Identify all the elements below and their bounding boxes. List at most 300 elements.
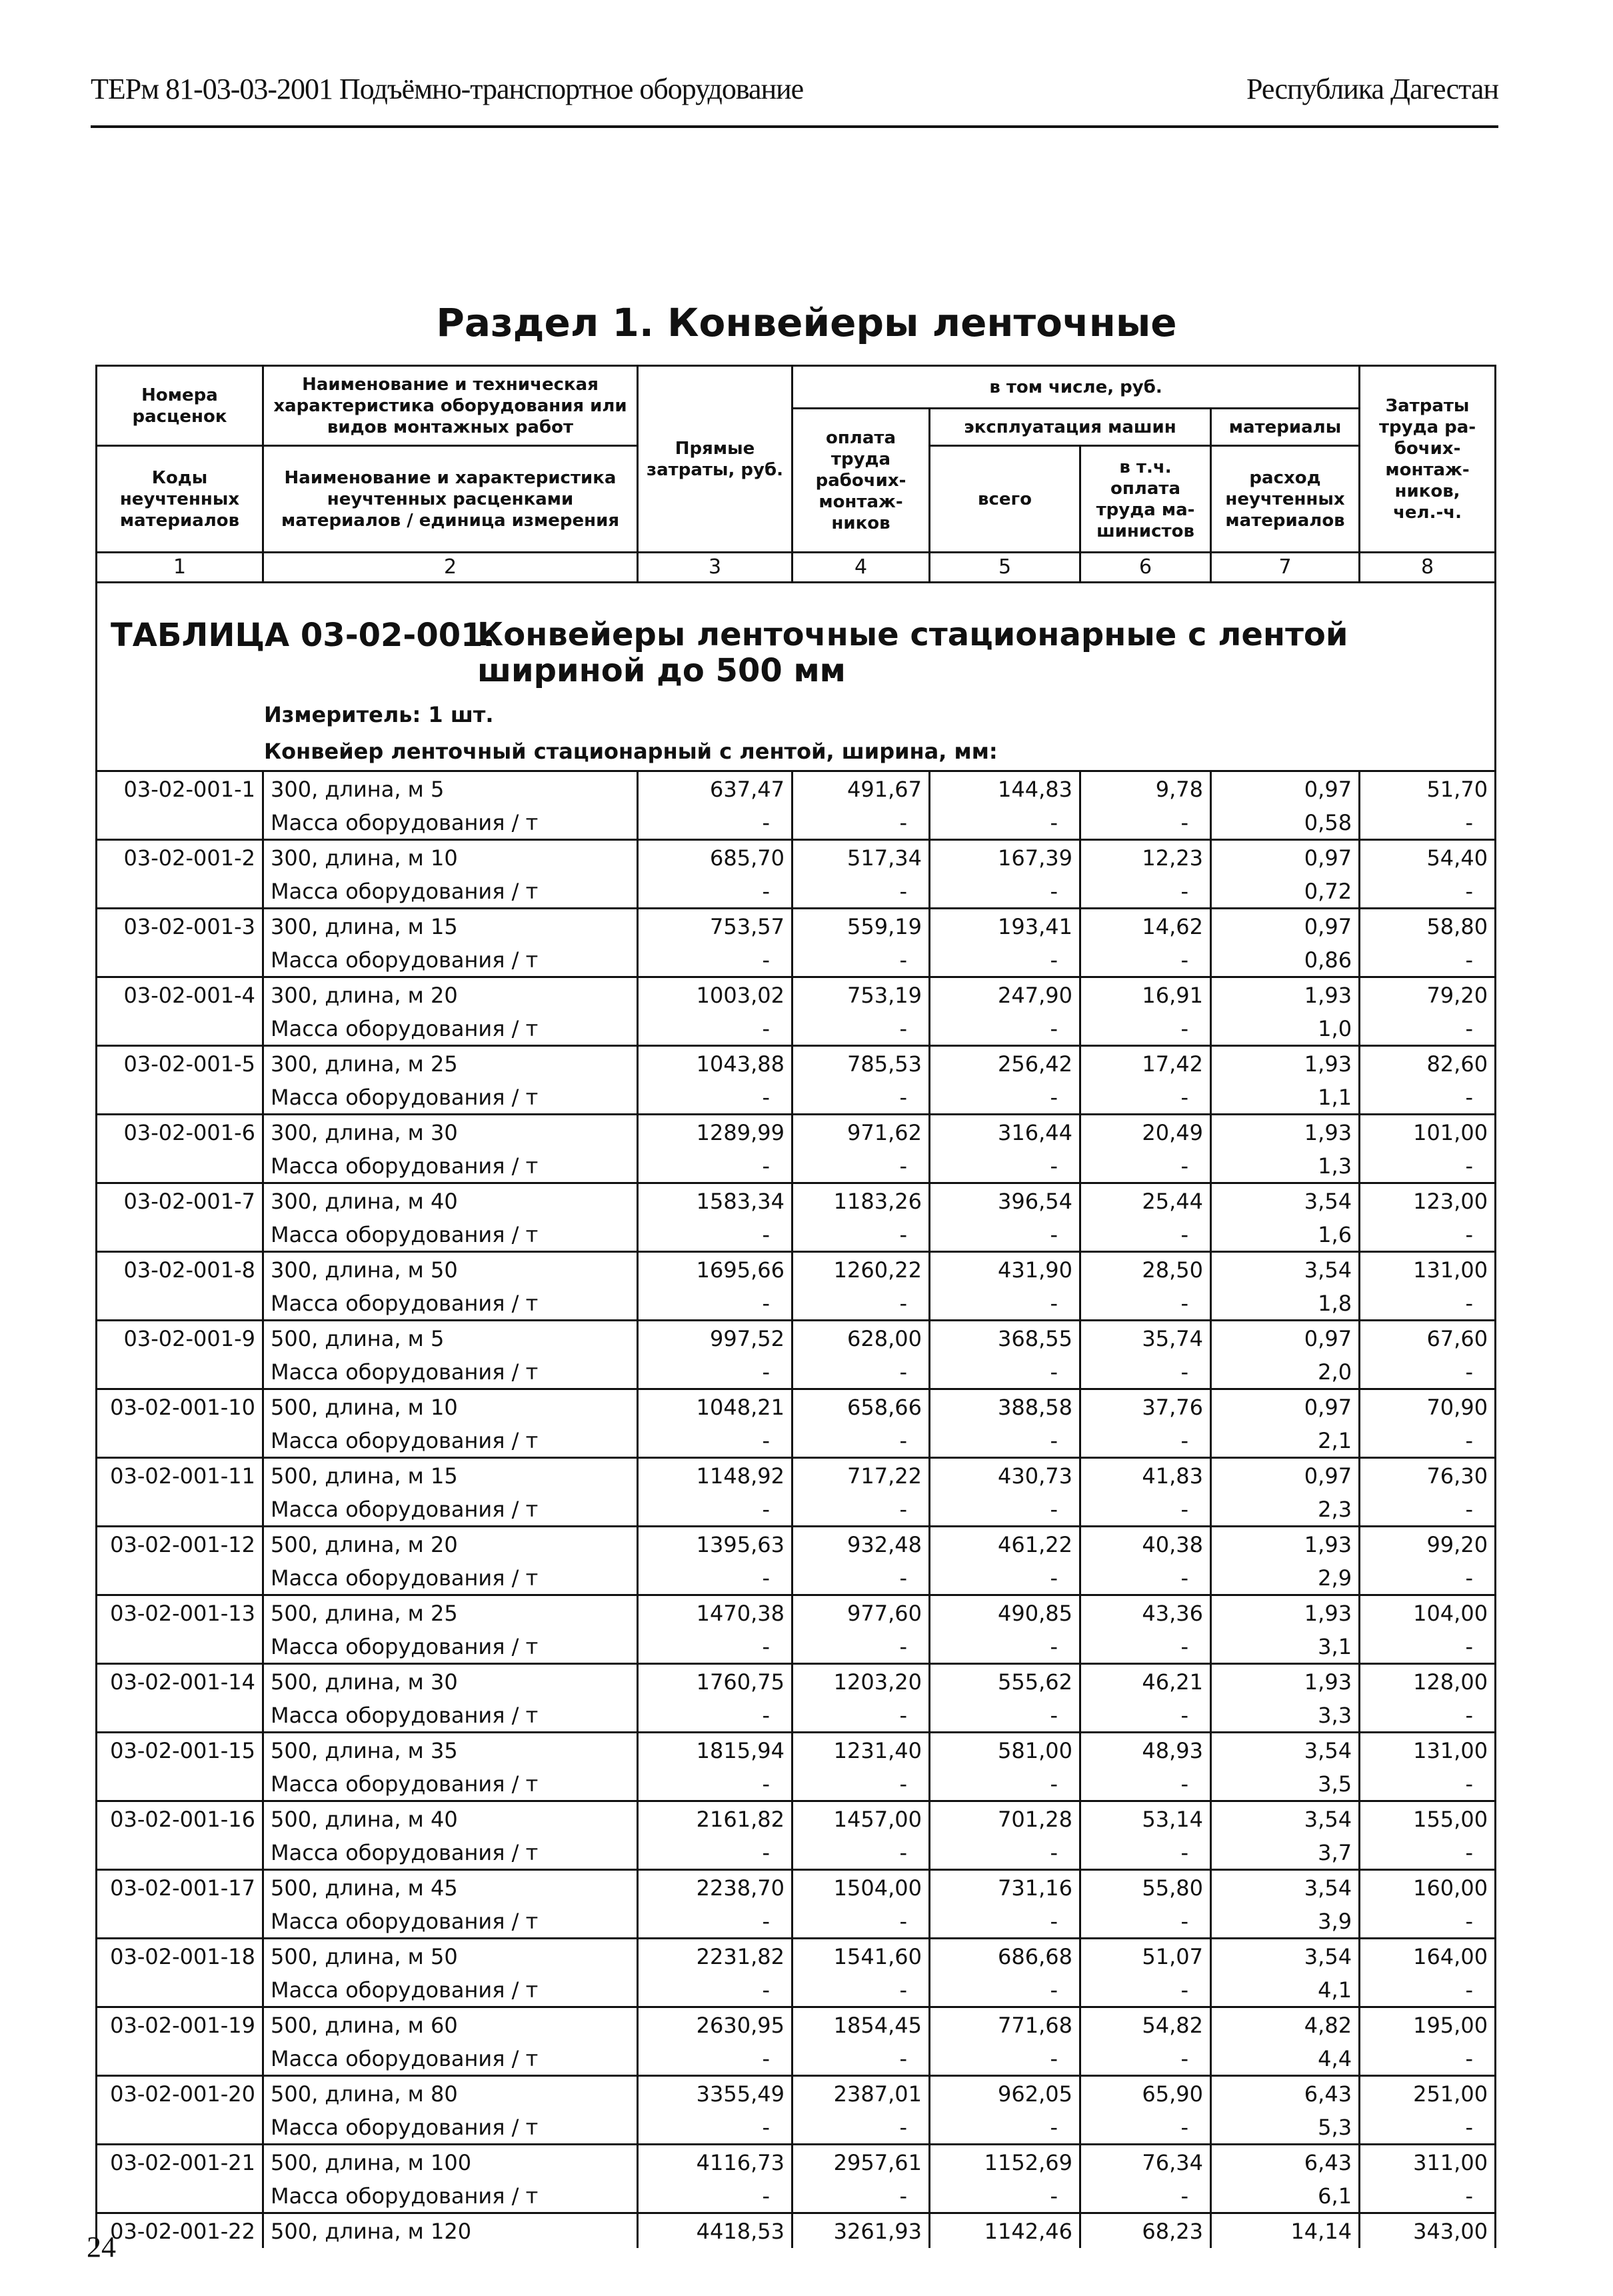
table-row-mass	[97, 1836, 1496, 1870]
table-row-mass	[97, 943, 1496, 977]
cell-direct-costs: 637,47	[638, 771, 793, 807]
cell-mass-code-empty	[97, 943, 263, 977]
cell-equipment-mass: 3,7	[1211, 1836, 1360, 1870]
cell-work-name: 500, длина, м 100	[263, 2145, 638, 2180]
cell-dash: -	[793, 806, 930, 840]
page-number: 24	[87, 2231, 116, 2263]
cell-materials: 0,97	[1211, 1321, 1360, 1356]
cell-materials: 3,54	[1211, 1801, 1360, 1837]
table-row-mass	[97, 1630, 1496, 1664]
cell-mass-code-empty	[97, 1355, 263, 1389]
cell-labor-hours: 104,00	[1360, 1595, 1496, 1631]
rates-table	[95, 365, 1496, 2248]
table-row-mass	[97, 875, 1496, 909]
header-document-code: ТЕРм 81-03-03-2001 Подъёмно-транспортное оборудование	[91, 73, 804, 105]
cell-worker-wages: 2957,61	[793, 2145, 930, 2180]
cell-labor-hours: 79,20	[1360, 977, 1496, 1013]
cell-labor-hours: 70,90	[1360, 1389, 1496, 1425]
table-row	[97, 2213, 1496, 2249]
cell-work-name: 500, длина, м 5	[263, 1321, 638, 1356]
cell-worker-wages: 1541,60	[793, 1939, 930, 1974]
cell-work-name: 500, длина, м 45	[263, 1870, 638, 1905]
cell-dash: -	[930, 1424, 1080, 1458]
cell-rate-code: 03-02-001-21	[97, 2145, 263, 2180]
table-row	[97, 2007, 1496, 2043]
cell-dash: -	[1080, 1287, 1211, 1321]
cell-dash: -	[1080, 2042, 1211, 2076]
cell-machinist-wages: 68,23	[1080, 2213, 1211, 2249]
cell-direct-costs: 1148,92	[638, 1458, 793, 1493]
cell-machinist-wages: 43,36	[1080, 1595, 1211, 1631]
cell-dash: -	[793, 943, 930, 977]
col-worker-wages: оплата труда рабочих-монтаж-ников	[793, 409, 930, 553]
cell-machinist-wages: 40,38	[1080, 1527, 1211, 1562]
cell-work-name: 500, длина, м 25	[263, 1595, 638, 1631]
cell-work-name: 500, длина, м 20	[263, 1527, 638, 1562]
cell-direct-costs: 1289,99	[638, 1115, 793, 1150]
cell-materials: 6,43	[1211, 2145, 1360, 2180]
cell-dash: -	[930, 1012, 1080, 1046]
cell-direct-costs: 753,57	[638, 909, 793, 944]
cell-direct-costs: 2238,70	[638, 1870, 793, 1905]
cell-dash: -	[638, 1561, 793, 1595]
cell-labor-hours: 251,00	[1360, 2076, 1496, 2111]
cell-labor-hours: 311,00	[1360, 2145, 1496, 2180]
cell-labor-hours: 164,00	[1360, 1939, 1496, 1974]
cell-machine-total: 490,85	[930, 1595, 1080, 1631]
cell-machine-total: 431,90	[930, 1252, 1080, 1287]
cell-work-name: 300, длина, м 50	[263, 1252, 638, 1287]
cell-mass-label: Масса оборудования / т	[263, 1630, 638, 1664]
cell-dash: -	[793, 875, 930, 909]
cell-dash: -	[793, 1767, 930, 1801]
cell-mass-code-empty	[97, 1767, 263, 1801]
col-material-consumption: расход неучтенных материалов	[1211, 446, 1360, 553]
cell-machine-total: 316,44	[930, 1115, 1080, 1150]
cell-machinist-wages: 41,83	[1080, 1458, 1211, 1493]
cell-work-name: 300, длина, м 30	[263, 1115, 638, 1150]
cell-worker-wages: 2387,01	[793, 2076, 930, 2111]
table-row	[97, 1939, 1496, 1974]
cell-labor-hours: 343,00	[1360, 2213, 1496, 2249]
cell-rate-code: 03-02-001-3	[97, 909, 263, 944]
cell-dash: -	[930, 1905, 1080, 1939]
cell-dash: -	[1360, 1699, 1496, 1733]
cell-dash: -	[930, 2111, 1080, 2145]
table-head	[97, 366, 1496, 583]
cell-mass-label: Масса оборудования / т	[263, 2179, 638, 2213]
cell-dash: -	[638, 1973, 793, 2007]
cell-dash: -	[793, 1218, 930, 1252]
cell-equipment-mass: 2,3	[1211, 1493, 1360, 1527]
cell-rate-code: 03-02-001-8	[97, 1252, 263, 1287]
column-index-row	[97, 553, 1496, 583]
cell-machine-total: 555,62	[930, 1664, 1080, 1699]
cell-mass-label: Масса оборудования / т	[263, 806, 638, 840]
cell-machinist-wages: 54,82	[1080, 2007, 1211, 2043]
cell-dash: -	[1080, 1973, 1211, 2007]
cell-mass-code-empty	[97, 2111, 263, 2145]
cell-dash: -	[793, 1424, 930, 1458]
cell-worker-wages: 1260,22	[793, 1252, 930, 1287]
cell-mass-code-empty	[97, 1149, 263, 1183]
cell-mass-code-empty	[97, 806, 263, 840]
table-row-mass	[97, 1767, 1496, 1801]
cell-work-name: 300, длина, м 10	[263, 840, 638, 875]
cell-mass-code-empty	[97, 1287, 263, 1321]
cell-dash: -	[1360, 875, 1496, 909]
cell-machine-total: 167,39	[930, 840, 1080, 875]
table-row	[97, 977, 1496, 1013]
cell-machinist-wages: 25,44	[1080, 1183, 1211, 1219]
col-index: 8	[1360, 553, 1496, 583]
cell-mass-label: Масса оборудования / т	[263, 1493, 638, 1527]
cell-dash: -	[793, 1149, 930, 1183]
cell-dash: -	[1080, 1081, 1211, 1115]
table-row	[97, 2076, 1496, 2111]
cell-dash: -	[638, 1630, 793, 1664]
cell-work-name: 500, длина, м 15	[263, 1458, 638, 1493]
col-index: 5	[930, 553, 1080, 583]
cell-mass-label: Масса оборудования / т	[263, 1287, 638, 1321]
table-row	[97, 1527, 1496, 1562]
cell-worker-wages: 3261,93	[793, 2213, 930, 2249]
table-row-mass	[97, 1424, 1496, 1458]
cell-dash: -	[793, 1905, 930, 1939]
cell-dash: -	[1360, 806, 1496, 840]
cell-direct-costs: 997,52	[638, 1321, 793, 1356]
cell-worker-wages: 559,19	[793, 909, 930, 944]
cell-labor-hours: 160,00	[1360, 1870, 1496, 1905]
cell-direct-costs: 3355,49	[638, 2076, 793, 2111]
cell-rate-code: 03-02-001-2	[97, 840, 263, 875]
cell-dash: -	[930, 1630, 1080, 1664]
cell-mass-code-empty	[97, 1973, 263, 2007]
table-row-mass	[97, 1355, 1496, 1389]
cell-materials: 4,82	[1211, 2007, 1360, 2043]
table-row	[97, 1115, 1496, 1150]
cell-dash: -	[1360, 1767, 1496, 1801]
cell-dash: -	[1080, 1630, 1211, 1664]
cell-rate-code: 03-02-001-15	[97, 1733, 263, 1768]
cell-mass-code-empty	[97, 1493, 263, 1527]
cell-mass-label: Масса оборудования / т	[263, 1905, 638, 1939]
col-machine-operation: эксплуатация машин	[930, 409, 1211, 446]
cell-labor-hours: 131,00	[1360, 1733, 1496, 1768]
cell-machinist-wages: 76,34	[1080, 2145, 1211, 2180]
cell-worker-wages: 1183,26	[793, 1183, 930, 1219]
cell-mass-label: Масса оборудования / т	[263, 1355, 638, 1389]
cell-machine-total: 686,68	[930, 1939, 1080, 1974]
cell-dash: -	[1360, 1287, 1496, 1321]
cell-materials: 1,93	[1211, 1527, 1360, 1562]
cell-machine-total: 430,73	[930, 1458, 1080, 1493]
cell-dash: -	[1360, 1836, 1496, 1870]
cell-dash: -	[930, 1561, 1080, 1595]
cell-machinist-wages: 51,07	[1080, 1939, 1211, 1974]
cell-dash: -	[1080, 1012, 1211, 1046]
cell-dash: -	[1360, 1218, 1496, 1252]
cell-work-name: 300, длина, м 25	[263, 1046, 638, 1081]
cell-machinist-wages: 17,42	[1080, 1046, 1211, 1081]
col-including: в том числе, руб.	[793, 366, 1360, 409]
cell-work-name: 300, длина, м 5	[263, 771, 638, 807]
cell-labor-hours: 67,60	[1360, 1321, 1496, 1356]
cell-dash: -	[1080, 1767, 1211, 1801]
cell-rate-code: 03-02-001-13	[97, 1595, 263, 1631]
cell-labor-hours: 54,40	[1360, 840, 1496, 875]
cell-rate-code: 03-02-001-20	[97, 2076, 263, 2111]
cell-dash: -	[930, 1081, 1080, 1115]
cell-machinist-wages: 12,23	[1080, 840, 1211, 875]
cell-dash: -	[930, 1355, 1080, 1389]
cell-dash: -	[793, 1012, 930, 1046]
cell-materials: 3,54	[1211, 1870, 1360, 1905]
cell-rate-code: 03-02-001-17	[97, 1870, 263, 1905]
table-row-mass	[97, 1493, 1496, 1527]
cell-dash: -	[930, 2042, 1080, 2076]
cell-mass-label: Масса оборудования / т	[263, 1836, 638, 1870]
table-row	[97, 1046, 1496, 1081]
cell-machinist-wages: 35,74	[1080, 1321, 1211, 1356]
cell-dash: -	[1080, 2179, 1211, 2213]
col-material-name: Наименование и характеристика неучтенных расценками материалов / единица измерения	[263, 446, 638, 553]
cell-dash: -	[1080, 1561, 1211, 1595]
cell-dash: -	[793, 2042, 930, 2076]
cell-mass-label: Масса оборудования / т	[263, 1424, 638, 1458]
cell-worker-wages: 1231,40	[793, 1733, 930, 1768]
cell-mass-label: Масса оборудования / т	[263, 1973, 638, 2007]
cell-equipment-mass: 1,3	[1211, 1149, 1360, 1183]
cell-rate-code: 03-02-001-16	[97, 1801, 263, 1837]
cell-dash: -	[930, 1767, 1080, 1801]
cell-machinist-wages: 55,80	[1080, 1870, 1211, 1905]
table-measure-unit: Измеритель: 1 шт.	[264, 702, 494, 727]
cell-dash: -	[930, 943, 1080, 977]
cell-dash: -	[638, 943, 793, 977]
section-title: Раздел 1. Конвейеры ленточные	[436, 300, 1177, 345]
cell-dash: -	[930, 875, 1080, 909]
cell-mass-code-empty	[97, 1905, 263, 1939]
cell-equipment-mass: 5,3	[1211, 2111, 1360, 2145]
header-region: Республика Дагестан	[1246, 73, 1498, 105]
table-caption-text: Конвейеры ленточные стационарные с лентой шириной до 500 мм	[477, 616, 1348, 689]
cell-materials: 1,93	[1211, 1595, 1360, 1631]
col-index: 3	[638, 553, 793, 583]
cell-mass-code-empty	[97, 1081, 263, 1115]
cell-equipment-mass: 1,8	[1211, 1287, 1360, 1321]
cell-labor-hours: 82,60	[1360, 1046, 1496, 1081]
cell-dash: -	[1080, 1355, 1211, 1389]
cell-dash: -	[1080, 1699, 1211, 1733]
cell-dash: -	[638, 1218, 793, 1252]
cell-mass-label: Масса оборудования / т	[263, 2111, 638, 2145]
cell-dash: -	[793, 1836, 930, 1870]
cell-worker-wages: 1203,20	[793, 1664, 930, 1699]
cell-dash: -	[793, 2179, 930, 2213]
cell-dash: -	[1080, 1905, 1211, 1939]
col-materials: материалы	[1211, 409, 1360, 446]
cell-equipment-mass: 6,1	[1211, 2179, 1360, 2213]
cell-rate-code: 03-02-001-14	[97, 1664, 263, 1699]
cell-machine-total: 962,05	[930, 2076, 1080, 2111]
table-body	[97, 771, 1496, 2249]
table-row	[97, 1870, 1496, 1905]
col-machine-total: всего	[930, 446, 1080, 553]
cell-dash: -	[1360, 1561, 1496, 1595]
cell-dash: -	[638, 1699, 793, 1733]
cell-mass-label: Масса оборудования / т	[263, 1561, 638, 1595]
cell-labor-hours: 195,00	[1360, 2007, 1496, 2043]
cell-direct-costs: 1395,63	[638, 1527, 793, 1562]
cell-dash: -	[638, 1767, 793, 1801]
cell-equipment-mass: 3,3	[1211, 1699, 1360, 1733]
cell-dash: -	[1360, 1905, 1496, 1939]
cell-rate-code: 03-02-001-22	[97, 2213, 263, 2249]
cell-equipment-mass: 3,5	[1211, 1767, 1360, 1801]
cell-machine-total: 388,58	[930, 1389, 1080, 1425]
cell-dash: -	[930, 806, 1080, 840]
cell-labor-hours: 76,30	[1360, 1458, 1496, 1493]
cell-direct-costs: 2161,82	[638, 1801, 793, 1837]
cell-mass-label: Масса оборудования / т	[263, 1218, 638, 1252]
cell-dash: -	[793, 1081, 930, 1115]
cell-dash: -	[793, 1630, 930, 1664]
cell-worker-wages: 977,60	[793, 1595, 930, 1631]
cell-labor-hours: 101,00	[1360, 1115, 1496, 1150]
cell-direct-costs: 4116,73	[638, 2145, 793, 2180]
cell-dash: -	[1360, 1424, 1496, 1458]
cell-worker-wages: 658,66	[793, 1389, 930, 1425]
cell-dash: -	[638, 1493, 793, 1527]
col-direct-costs: Прямые затраты, руб.	[638, 366, 793, 553]
col-index: 7	[1211, 553, 1360, 583]
cell-dash: -	[793, 1493, 930, 1527]
cell-dash: -	[638, 1424, 793, 1458]
cell-work-name: 500, длина, м 40	[263, 1801, 638, 1837]
table-row-mass	[97, 1149, 1496, 1183]
cell-dash: -	[1360, 1355, 1496, 1389]
table-row	[97, 1389, 1496, 1425]
cell-dash: -	[638, 1355, 793, 1389]
cell-worker-wages: 1504,00	[793, 1870, 930, 1905]
cell-dash: -	[1080, 1149, 1211, 1183]
cell-worker-wages: 628,00	[793, 1321, 930, 1356]
cell-work-name: 500, длина, м 80	[263, 2076, 638, 2111]
cell-machine-total: 701,28	[930, 1801, 1080, 1837]
cell-machine-total: 771,68	[930, 2007, 1080, 2043]
cell-equipment-mass: 2,9	[1211, 1561, 1360, 1595]
cell-rate-code: 03-02-001-10	[97, 1389, 263, 1425]
header-rule	[91, 125, 1498, 128]
cell-mass-code-empty	[97, 2179, 263, 2213]
table-row	[97, 1458, 1496, 1493]
cell-dash: -	[1360, 1973, 1496, 2007]
cell-machine-total: 247,90	[930, 977, 1080, 1013]
cell-direct-costs: 1043,88	[638, 1046, 793, 1081]
cell-direct-costs: 685,70	[638, 840, 793, 875]
cell-work-name: 500, длина, м 120	[263, 2213, 638, 2249]
cell-dash: -	[930, 2179, 1080, 2213]
cell-mass-label: Масса оборудования / т	[263, 1012, 638, 1046]
cell-machine-total: 193,41	[930, 909, 1080, 944]
cell-machine-total: 368,55	[930, 1321, 1080, 1356]
cell-direct-costs: 1815,94	[638, 1733, 793, 1768]
table-row-mass	[97, 806, 1496, 840]
cell-direct-costs: 4418,53	[638, 2213, 793, 2249]
cell-machine-total: 731,16	[930, 1870, 1080, 1905]
cell-dash: -	[930, 1836, 1080, 1870]
cell-direct-costs: 1470,38	[638, 1595, 793, 1631]
cell-equipment-mass: 0,72	[1211, 875, 1360, 909]
cell-rate-code: 03-02-001-4	[97, 977, 263, 1013]
cell-rate-code: 03-02-001-12	[97, 1527, 263, 1562]
table-row	[97, 1321, 1496, 1356]
cell-mass-label: Масса оборудования / т	[263, 1081, 638, 1115]
cell-direct-costs: 1695,66	[638, 1252, 793, 1287]
cell-dash: -	[1080, 943, 1211, 977]
cell-labor-hours: 99,20	[1360, 1527, 1496, 1562]
cell-direct-costs: 1760,75	[638, 1664, 793, 1699]
cell-dash: -	[930, 1218, 1080, 1252]
cell-machine-total: 1142,46	[930, 2213, 1080, 2249]
cell-materials: 3,54	[1211, 1939, 1360, 1974]
cell-materials: 6,43	[1211, 2076, 1360, 2111]
cell-mass-code-empty	[97, 1424, 263, 1458]
cell-equipment-mass: 2,0	[1211, 1355, 1360, 1389]
cell-materials: 14,14	[1211, 2213, 1360, 2249]
table-group-heading: Конвейер ленточный стационарный с лентой, ширина, мм:	[264, 739, 998, 764]
cell-dash: -	[638, 875, 793, 909]
cell-materials: 0,97	[1211, 1458, 1360, 1493]
cell-mass-code-empty	[97, 1218, 263, 1252]
cell-dash: -	[1360, 1149, 1496, 1183]
col-index: 1	[97, 553, 263, 583]
cell-materials: 0,97	[1211, 909, 1360, 944]
cell-direct-costs: 1583,34	[638, 1183, 793, 1219]
cell-materials: 1,93	[1211, 1115, 1360, 1150]
table-row	[97, 2145, 1496, 2180]
cell-dash: -	[638, 1287, 793, 1321]
table-row-mass	[97, 1012, 1496, 1046]
table-row	[97, 1664, 1496, 1699]
cell-mass-label: Масса оборудования / т	[263, 1699, 638, 1733]
cell-dash: -	[793, 1287, 930, 1321]
cell-direct-costs: 1048,21	[638, 1389, 793, 1425]
cell-materials: 0,97	[1211, 840, 1360, 875]
cell-equipment-mass: 1,6	[1211, 1218, 1360, 1252]
col-machinist-wages: в т.ч. оплата труда ма-шинистов	[1080, 446, 1211, 553]
col-labor-hours: Затраты труда ра-бочих-монтаж-ников, чел.-ч.	[1360, 366, 1496, 553]
table-caption-label: ТАБЛИЦА 03-02-001.	[111, 617, 495, 654]
cell-rate-code: 03-02-001-7	[97, 1183, 263, 1219]
cell-rate-code: 03-02-001-19	[97, 2007, 263, 2043]
cell-dash: -	[638, 2042, 793, 2076]
cell-machinist-wages: 9,78	[1080, 771, 1211, 807]
cell-dash: -	[793, 1355, 930, 1389]
cell-mass-label: Масса оборудования / т	[263, 875, 638, 909]
cell-materials: 1,93	[1211, 1664, 1360, 1699]
cell-materials: 1,93	[1211, 977, 1360, 1013]
table-row-mass	[97, 1218, 1496, 1252]
cell-equipment-mass: 1,0	[1211, 1012, 1360, 1046]
cell-direct-costs: 1003,02	[638, 977, 793, 1013]
cell-equipment-mass: 4,4	[1211, 2042, 1360, 2076]
cell-materials: 0,97	[1211, 771, 1360, 807]
cell-labor-hours: 131,00	[1360, 1252, 1496, 1287]
cell-machinist-wages: 37,76	[1080, 1389, 1211, 1425]
table-row	[97, 909, 1496, 944]
